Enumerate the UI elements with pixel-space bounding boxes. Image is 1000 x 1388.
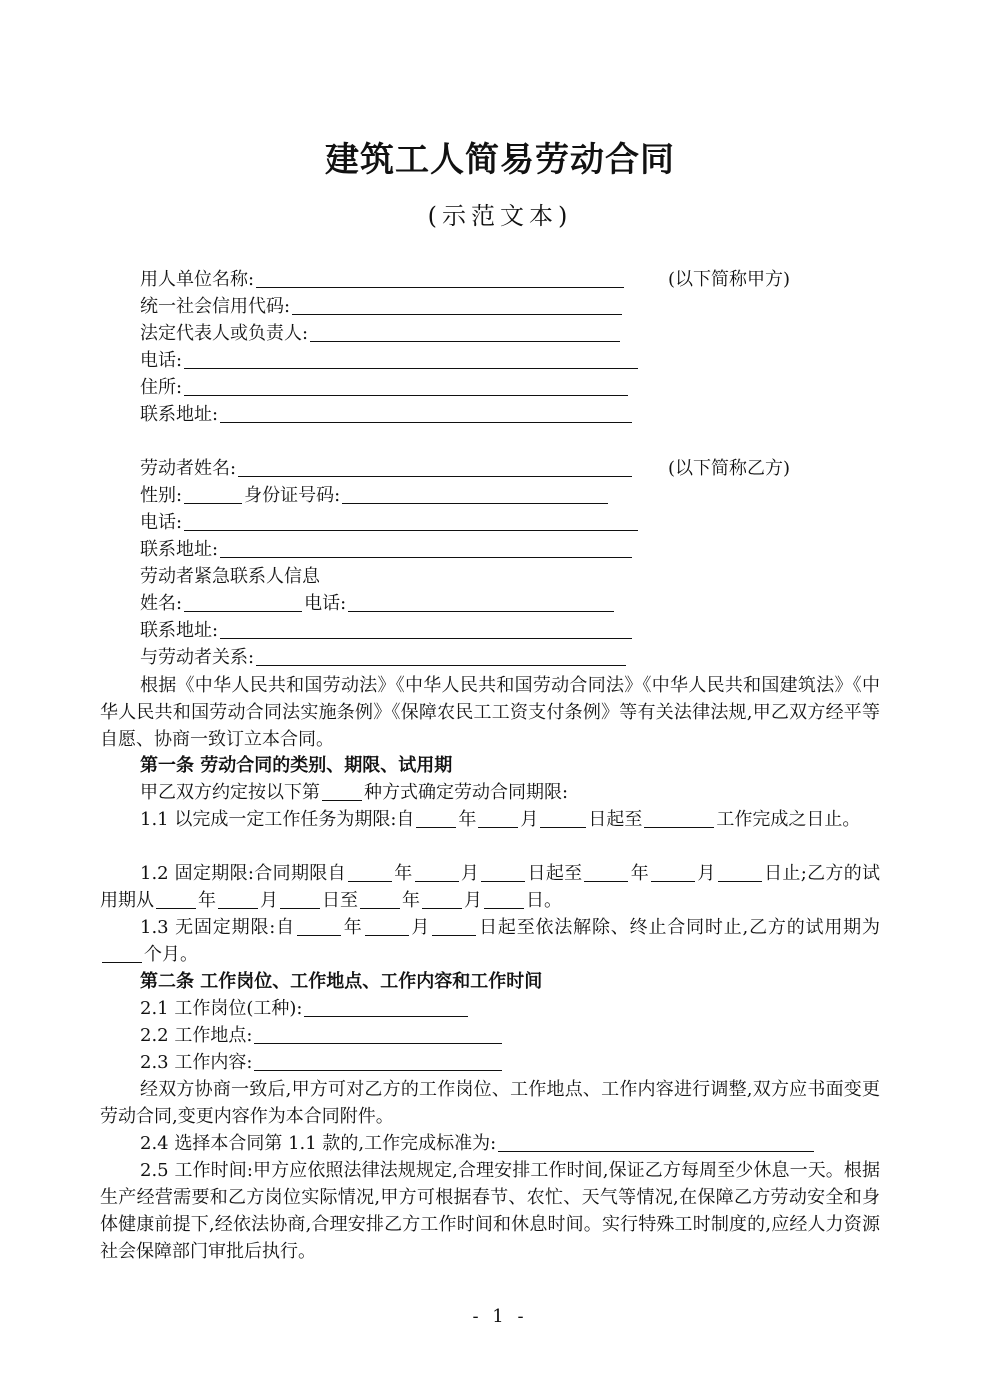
emergency-relation-row [140, 644, 628, 671]
clause-2-2-label: 2.2 工作地点: [140, 1025, 253, 1046]
c12-end-month[interactable] [651, 861, 695, 882]
c12-prob-end-day[interactable] [484, 888, 524, 909]
c12-prob-start-day[interactable] [280, 888, 320, 909]
emergency-name-label: 姓名: [140, 593, 183, 614]
c12-start-day[interactable] [481, 861, 525, 882]
clause-1-3 [100, 914, 880, 968]
c12-prob-end-month[interactable] [422, 888, 462, 909]
worker-phone-field[interactable] [184, 510, 638, 531]
year-label: 年 [402, 890, 420, 911]
month-label: 月 [460, 863, 480, 884]
legal-rep-field[interactable] [310, 321, 620, 342]
residence-field[interactable] [184, 375, 628, 396]
article1-heading: 第一条 劳动合同的类别、期限、试用期 [140, 755, 453, 776]
clause-1-1 [100, 806, 880, 833]
document-subtitle: (示范文本) [427, 202, 573, 230]
employer-phone-field[interactable] [184, 348, 638, 369]
month-label: 月 [520, 809, 539, 830]
c12-prob-start-year[interactable] [156, 888, 196, 909]
clause-2-3-label: 2.3 工作内容: [140, 1052, 253, 1073]
contract-type-field[interactable] [322, 780, 362, 801]
clause-2-1 [140, 995, 470, 1022]
clause-1-2-to: 日至 [322, 890, 358, 911]
credit-code-field[interactable] [292, 294, 622, 315]
worker-name-label: 劳动者姓名: [140, 458, 237, 479]
clause-2-3 [140, 1049, 504, 1076]
residence-label: 住所: [140, 377, 183, 398]
emergency-relation-label: 与劳动者关系: [140, 647, 255, 668]
adjustment-paragraph: 经双方协商一致后,甲方可对乙方的工作岗位、工作地点、工作内容进行调整,双方应书面变更劳动合同,变更内容作为本合同附件。 [100, 1079, 880, 1127]
legal-rep-row [140, 320, 622, 347]
worker-name-field[interactable] [238, 456, 632, 477]
c13-month-field[interactable] [365, 915, 409, 936]
worker-address-label: 联系地址: [140, 539, 219, 560]
clause-1-3-from: 日起至依法解除、终止合同时止,乙方的试用期为 [478, 917, 880, 938]
employer-name-label: 用人单位名称: [140, 269, 255, 290]
article1-intro-tail: 种方式确定劳动合同期限: [364, 782, 569, 803]
emergency-relation-field[interactable] [256, 645, 626, 666]
worker-phone-label: 电话: [140, 512, 183, 533]
preamble-paragraph: 根据《中华人民共和国劳动法》《中华人民共和国劳动合同法》《中华人民共和国建筑法》《中华人民共和国劳动合同法实施条例》《保障农民工工资支付条例》等有关法律法规,甲乙双方经平等自愿、协商一致订立本合同。 [100, 675, 880, 750]
year-label: 年 [198, 890, 216, 911]
employer-phone-row [140, 347, 640, 374]
c12-start-year[interactable] [348, 861, 392, 882]
emergency-phone-label: 电话: [304, 593, 347, 614]
clause-1-2 [100, 860, 880, 914]
worker-name-suffix: (以下简称乙方) [668, 458, 791, 479]
employer-address-field[interactable] [220, 402, 632, 423]
clause-1-3-tail: 个月。 [144, 944, 198, 965]
c12-start-month[interactable] [415, 861, 459, 882]
residence-row [140, 374, 630, 401]
emergency-address-row [140, 617, 634, 644]
clause-1-2-text: 1.2 固定期限:合同期限自 [140, 863, 346, 884]
emergency-phone-field[interactable] [348, 591, 614, 612]
year-label: 年 [630, 863, 650, 884]
c12-end-year[interactable] [584, 861, 628, 882]
worker-name-row [140, 455, 634, 482]
c13-day-field[interactable] [432, 915, 476, 936]
job-position-field[interactable] [304, 996, 468, 1017]
article2-heading: 第二条 工作岗位、工作地点、工作内容和工作时间 [140, 971, 543, 992]
clause-1-1-from: 日起至 [588, 809, 643, 830]
c13-probation-field[interactable] [102, 942, 142, 963]
c12-prob-start-month[interactable] [218, 888, 258, 909]
worker-phone-row [140, 509, 640, 536]
clause-1-2-from: 日起至 [527, 863, 583, 884]
clause-2-4-label: 2.4 选择本合同第 1.1 款的,工作完成标准为: [140, 1133, 497, 1154]
emergency-title: 劳动者紧急联系人信息 [140, 566, 320, 587]
month-label: 月 [260, 890, 278, 911]
emergency-address-label: 联系地址: [140, 620, 219, 641]
id-number-field[interactable] [342, 483, 608, 504]
emergency-name-field[interactable] [184, 591, 302, 612]
gender-label: 性别: [140, 485, 183, 506]
clause-2-1-label: 2.1 工作岗位(工种): [140, 998, 303, 1019]
c11-day-field[interactable] [540, 807, 586, 828]
clause-1-3-text: 1.3 无固定期限:自 [140, 917, 295, 938]
clause-1-1-text: 1.1 以完成一定工作任务为期限:自 [140, 809, 415, 830]
month-label: 月 [410, 917, 431, 938]
gender-field[interactable] [184, 483, 242, 504]
year-label: 年 [393, 863, 413, 884]
emergency-address-field[interactable] [220, 618, 632, 639]
work-location-field[interactable] [254, 1023, 502, 1044]
clause-1-2-probation: 日止;乙方的试用期从 [100, 863, 881, 911]
document-title: 建筑工人简易劳动合同 [325, 140, 675, 180]
year-label: 年 [458, 809, 477, 830]
employer-name-suffix: (以下简称甲方) [668, 269, 791, 290]
credit-code-label: 统一社会信用代码: [140, 296, 291, 317]
c12-prob-end-year[interactable] [360, 888, 400, 909]
gender-id-row [140, 482, 610, 509]
month-label: 月 [697, 863, 716, 884]
article1-intro-text: 甲乙双方约定按以下第 [140, 782, 320, 803]
clause-1-2-tail: 日。 [526, 890, 562, 911]
year-label: 年 [342, 917, 363, 938]
month-label: 月 [464, 890, 482, 911]
c11-task-field[interactable] [644, 807, 714, 828]
c11-year-field[interactable] [416, 807, 456, 828]
credit-code-row [140, 293, 624, 320]
clause-2-4 [140, 1130, 816, 1157]
work-content-field[interactable] [254, 1050, 502, 1071]
c13-year-field[interactable] [297, 915, 341, 936]
c12-end-day[interactable] [718, 861, 762, 882]
employer-phone-label: 电话: [140, 350, 183, 371]
clause-2-2 [140, 1022, 504, 1049]
emergency-name-phone-row [140, 590, 616, 617]
id-number-label: 身份证号码: [244, 485, 341, 506]
page-number: - 1 - [472, 1306, 528, 1327]
legal-rep-label: 法定代表人或负责人: [140, 323, 309, 344]
employer-address-row [140, 401, 634, 428]
clause-1-1-tail: 工作完成之日止。 [716, 809, 861, 830]
employer-name-row [140, 266, 626, 293]
employer-address-label: 联系地址: [140, 404, 219, 425]
c11-month-field[interactable] [478, 807, 518, 828]
completion-standard-field[interactable] [498, 1131, 814, 1152]
worker-address-row [140, 536, 634, 563]
employer-name-field[interactable] [256, 267, 624, 288]
worker-address-field[interactable] [220, 537, 632, 558]
article1-intro [140, 779, 568, 806]
clause-2-5: 2.5 工作时间:甲方应依照法律法规规定,合理安排工作时间,保证乙方每周至少休息一天。根据生产经营需要和乙方岗位实际情况,甲方可根据春节、农忙、天气等情况,在保障乙方劳动安全和身体健康前提下,经依法协商,合理安排乙方工作时间和休息时间。实行特殊工时制度的,应经人力资源社会保障部门审批后执行。 [100, 1160, 880, 1262]
